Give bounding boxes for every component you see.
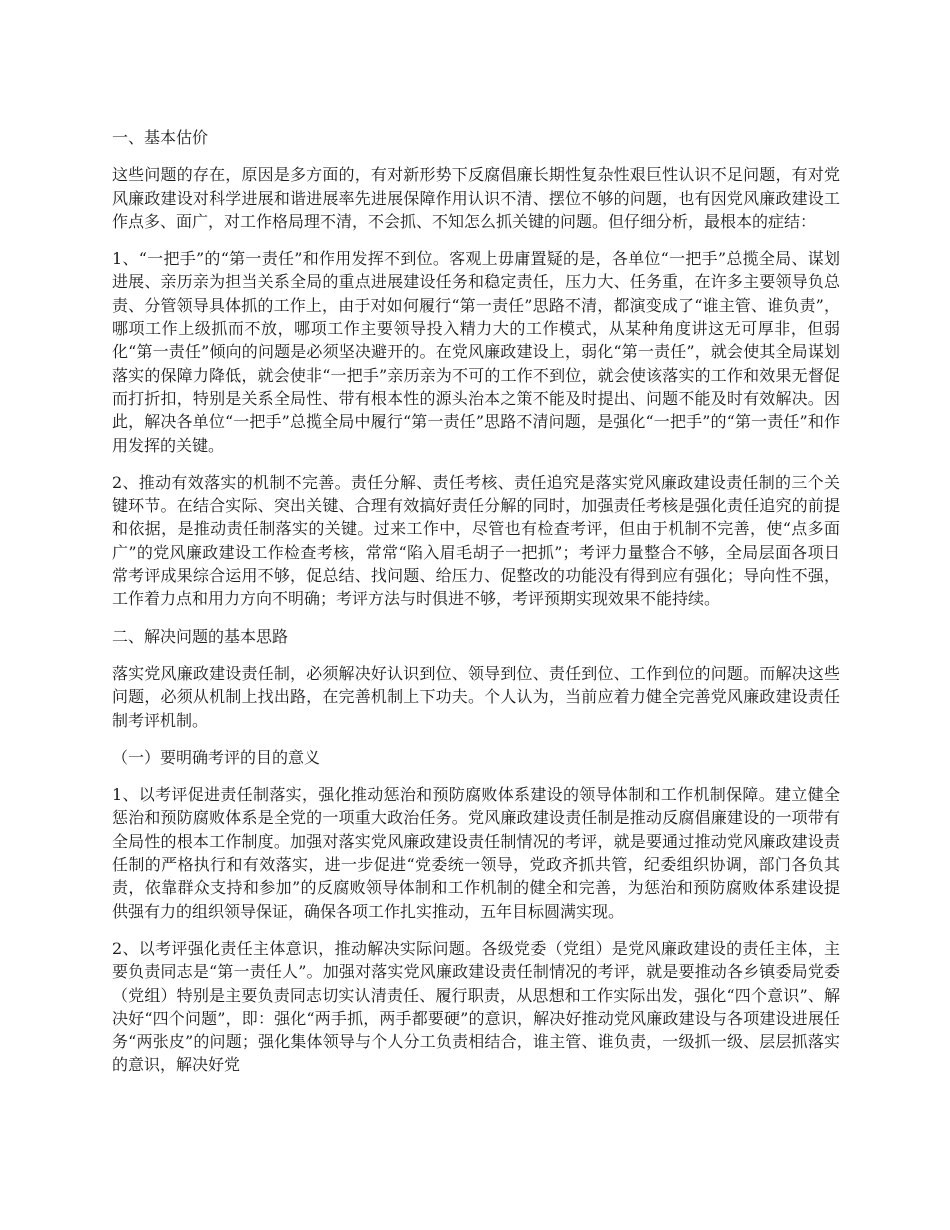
subsection-heading-evaluation-purpose: （一）要明确考评的目的意义	[112, 747, 321, 767]
paragraph-causes: 这些问题的存在，原因是多方面的，有对新形势下反腐倡廉长期性复杂性艰巨性认识不足问题，有对党风廉政建设对科学进展和谐进展率先进展保障作用认识不清、摆位不够的问题，也有因党风廉政建设工作点多、面广，对工作格局理不清，不会抓、不知怎么抓关键的问题。但仔细分析，最根本的症结：	[112, 165, 840, 231]
document-page	[112, 126, 840, 1091]
section-heading-basic-assessment: 一、基本估价	[112, 128, 209, 147]
paragraph-implementation: 落实党风廉政建设责任制，必须解决好认识到位、领导到位、责任到位、工作到位的问题。而解决这些问题，必须从机制上找出路，在完善机制上下功夫。个人认为，当前应着力健全完善党风廉政建设责任制考评机制。	[112, 663, 840, 730]
paragraph-evaluation-promotion: 1、以考评促进责任制落实，强化推动惩治和预防腐败体系建设的领导体制和工作机制保障。建立健全惩治和预防腐败体系是全党的一项重大政治任务。党风廉政建设责任制是推动反腐倡廉建设的一项带有全局性的根本工作制度。加强对落实党风廉政建设责任制情况的考评，就是要通过推动党风廉政建设责任制的严格执行和有效落实，进一步促进“党委统一领导，党政齐抓共管，纪委组织协调，部门各负其责，依靠群众支持和参加”的反腐败领导体制和工作机制的健全和完善，为惩治和预防腐败体系建设提供强有力的组织领导保证，确保各项工作扎实推动，五年目标圆满实现。	[112, 785, 840, 921]
paragraph-first-responsibility: 1、“一把手”的“第一责任”和作用发挥不到位。客观上毋庸置疑的是，各单位“一把手”总揽全局、谋划进展、亲历亲为担当关系全局的重点进展建设任务和稳定责任，压力大、任务重，在许多主要领导负总责、分管领导具体抓的工作上，由于对如何履行“第一责任”思路不清，都演变成了“谁主管、谁负责”，哪项工作上级抓而不放，哪项工作主要领导投入精力大的工作模式，从某种角度讲这无可厚非，但弱化“第一责任”倾向的问题是必须坚决避开的。在党风廉政建设上，弱化“第一责任”，就会使其全局谋划落实的保障力降低，就会使非“一把手”亲历亲为不可的工作不到位，就会使该落实的工作和效果无督促而打折扣，特别是关系全局性、带有根本性的源头治本之策不能及时提出、问题不能及时有效解决。因此，解决各单位“一把手”总揽全局中履行“第一责任”思路不清问题，是强化“一把手”的“第一责任”和作用发挥的关键。	[112, 249, 840, 455]
section-heading-solution-approach: 二、解决问题的基本思路	[112, 626, 289, 646]
paragraph-mechanism: 2、推动有效落实的机制不完善。责任分解、责任考核、责任追究是落实党风廉政建设责任制的三个关键环节。在结合实际、突出关键、合理有效搞好责任分解的同时，加强责任考核是强化责任追究的前提和依据，是推动责任制落实的关键。过来工作中，尽管也有检查考评，但由于机制不完善，使“点多面广”的党风廉政建设工作检查考核，常常“陷入眉毛胡子一把抓”；考评力量整合不够，全局层面各项日常考评成果综合运用不够，促总结、找问题、给压力、促整改的功能没有得到应有强化；导向性不强，工作着力点和用力方向不明确；考评方法与时俱进不够，考评预期实现效果不能持续。	[112, 472, 840, 609]
paragraph-evaluation-responsibility: 2、以考评强化责任主体意识，推动解决实际问题。各级党委（党组）是党风廉政建设的责任主体，主要负责同志是“第一责任人”。加强对落实党风廉政建设责任制情况的考评，就是要推动各乡镇委局党委（党组）特别是主要负责同志切实认清责任、履行职责，从思想和工作实际出发，强化“四个意识”、解决好“四个问题”，即：强化“两手抓，两手都要硬”的意识，解决好推动党风廉政建设与各项建设进展任务“两张皮”的问题；强化集体领导与个人分工负责相结合，谁主管、谁负责，一级抓一级、层层抓落实的意识，解决好党	[112, 938, 840, 1075]
